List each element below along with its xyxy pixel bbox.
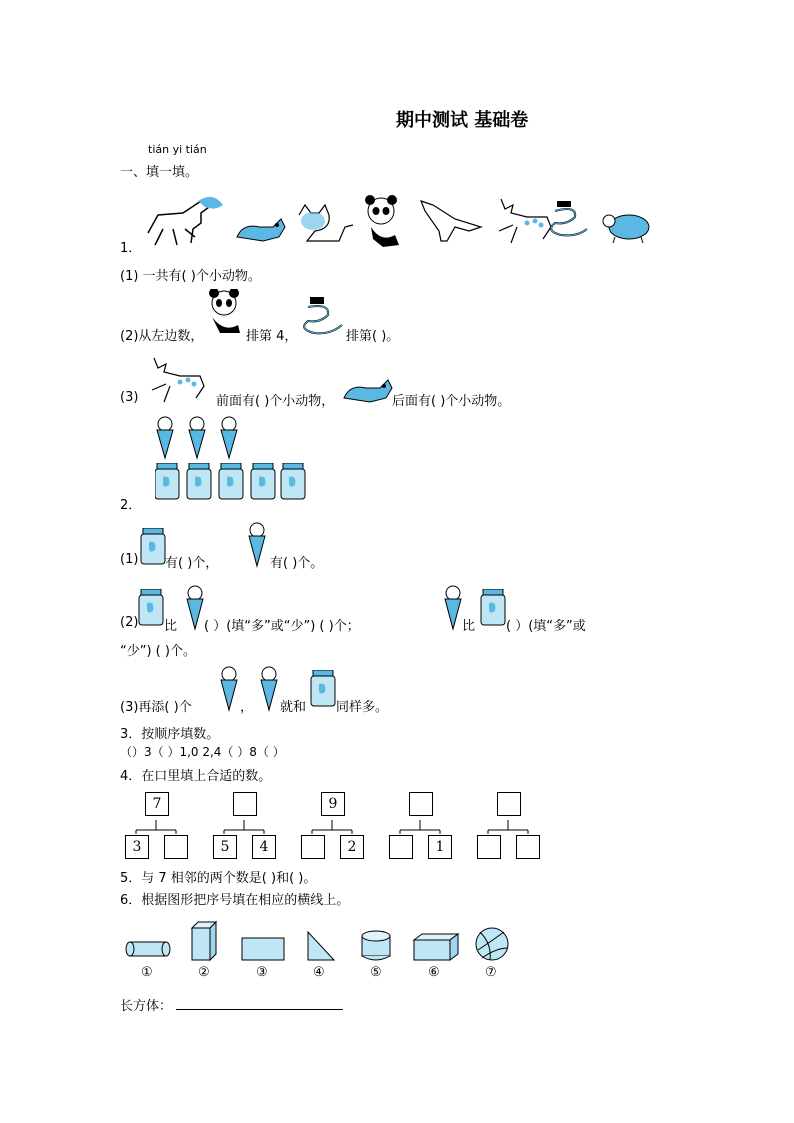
tree5-left-box[interactable] [477, 835, 501, 859]
icecream-icon [216, 666, 242, 712]
cuboid-flat-icon [414, 934, 458, 960]
rectangle-icon [242, 938, 284, 960]
icecream-icon [244, 522, 270, 568]
tree3-right-box[interactable]: 2 [340, 835, 364, 859]
fox-icon [237, 219, 285, 241]
q4-label: 4．在口里填上合适的数。 [120, 769, 272, 784]
tree5-right-box[interactable] [516, 835, 540, 859]
kangaroo-icon [421, 201, 481, 241]
q1-sub2-mid: 排第 4， [246, 329, 298, 344]
jar-row [155, 463, 307, 501]
q3-sequence: （）3（ ）1,0 2,4（ ）8（ ） [120, 745, 285, 759]
jar-icon [480, 589, 506, 627]
jar-icon [187, 463, 211, 499]
shape-number-6: ⑥ [428, 965, 440, 980]
q2-sub2-prefix: (2) [120, 615, 139, 630]
fox-icon [340, 372, 394, 404]
tree5-top-box[interactable] [497, 792, 521, 816]
cat-icon [299, 205, 353, 241]
shapes-row [124, 918, 518, 964]
q5-label: 5．与 7 相邻的两个数是( )和( )。 [120, 871, 317, 886]
ball-icon [476, 928, 508, 960]
tree1-left-box[interactable]: 3 [125, 835, 149, 859]
q2-sub2-blank1: ( ）(填“多”或“少”) ( )个； [204, 619, 360, 634]
q6-label: 6．根据图形把序号填在相应的横线上。 [120, 893, 350, 908]
q2-sub2-compare1: 比 [164, 619, 178, 634]
q2-sub1-mid: 有( )个， [165, 556, 219, 571]
q2-number: 2． [120, 498, 142, 513]
q2-sub3-prefix: (3)再添( )个 [120, 700, 192, 715]
tree3-top-box[interactable]: 9 [321, 792, 345, 816]
q2-sub3-comma: ， [240, 700, 254, 715]
tree1-right-box[interactable] [164, 835, 188, 859]
animals-row [143, 193, 663, 249]
q1-sub2-prefix: (2)从左边数， [120, 329, 204, 344]
cylinder-standing-icon [362, 931, 390, 960]
deer-icon [499, 199, 551, 243]
q1-sub3-prefix: (3) [120, 390, 139, 405]
q1-sub3-suffix: 后面有( )个小动物。 [392, 394, 511, 409]
snake-icon [298, 297, 344, 337]
tree2-left-box[interactable]: 5 [213, 835, 237, 859]
cuboid-answer-label: 长方体： [120, 999, 173, 1014]
jar-icon [251, 463, 275, 499]
tree2-top-box[interactable] [233, 792, 257, 816]
horse-icon [148, 197, 223, 245]
q3-label: 3．按顺序填数。 [120, 727, 220, 742]
q2-sub1-suffix: 有( )个。 [270, 556, 324, 571]
section-heading: 一、填一填。 [120, 165, 199, 180]
icecream-icon [189, 417, 205, 458]
shape-number-4: ④ [313, 965, 325, 980]
icecream-icon [221, 417, 237, 458]
icecream-icon [157, 417, 173, 458]
q2-sub3 [120, 666, 420, 716]
jar-icon [155, 463, 179, 499]
turtle-icon [603, 215, 649, 243]
panda-icon [206, 289, 244, 333]
cuboid-answer-line[interactable] [176, 1009, 343, 1010]
tree4-right-box[interactable]: 1 [428, 835, 452, 859]
snake-icon [551, 201, 587, 235]
pinyin-annotation: tián yi tián [148, 143, 207, 156]
q2-sub2-blank2: ( ）(填“多”或 [506, 619, 586, 634]
triangle-icon [308, 932, 334, 960]
icecream-icon [256, 666, 282, 712]
jar-icon [281, 463, 305, 499]
q2-sub2-line2: “少”) ( )个。 [120, 644, 196, 659]
cylinder-lying-icon [126, 942, 170, 956]
tree3-left-box[interactable] [301, 835, 325, 859]
jar-icon [310, 670, 336, 708]
q1-sub3-mid: 前面有( )个小动物， [216, 394, 335, 409]
cuboid-tall-icon [192, 922, 216, 960]
q2-sub3-suffix: 同样多。 [336, 700, 389, 715]
jar-icon [138, 589, 164, 627]
shape-number-1: ① [141, 965, 153, 980]
jar-icon [219, 463, 243, 499]
shape-number-3: ③ [256, 965, 268, 980]
tree4-left-box[interactable] [389, 835, 413, 859]
q2-sub2-compare2: 比 [462, 619, 476, 634]
page-title: 期中测试 基础卷 [396, 110, 529, 131]
tree1-top-box[interactable]: 7 [145, 792, 169, 816]
tree4-top-box[interactable] [409, 792, 433, 816]
q1-number: 1． [120, 241, 142, 256]
icecream-row [153, 416, 245, 460]
deer-icon [140, 354, 212, 404]
q1-sub1: (1) 一共有( )个小动物。 [120, 269, 261, 284]
shape-number-2: ② [198, 965, 210, 980]
q2-sub3-mid: 就和 [280, 700, 307, 715]
jar-icon [140, 528, 166, 566]
shape-number-7: ⑦ [485, 965, 497, 980]
q1-sub2-suffix: 排第( )。 [346, 329, 400, 344]
panda-icon [365, 195, 399, 247]
shape-number-5: ⑤ [370, 965, 382, 980]
q2-sub1-prefix: (1) [120, 552, 139, 567]
q2-sub2 [120, 585, 640, 635]
tree2-right-box[interactable]: 4 [252, 835, 276, 859]
